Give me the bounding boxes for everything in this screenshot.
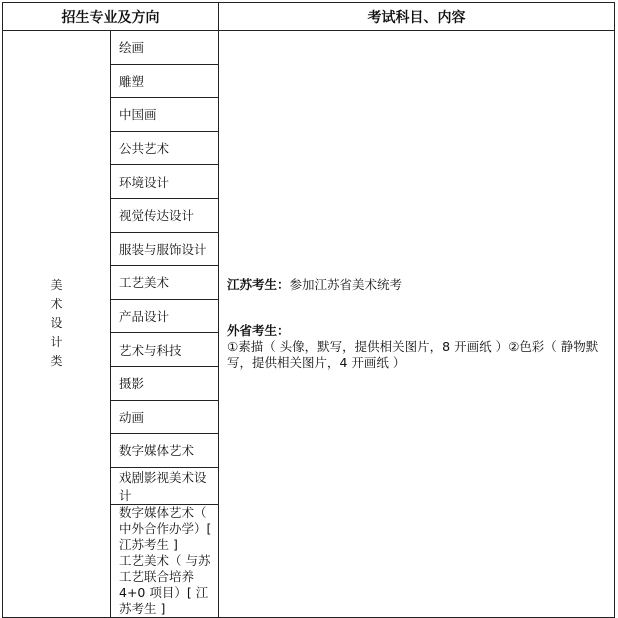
major-cell: 动画 <box>111 400 219 434</box>
major-cell: 公共艺术 <box>111 131 219 165</box>
major-cell: 数字媒体艺术 <box>111 434 219 468</box>
major-cell: 工艺美术 <box>111 266 219 300</box>
major-line: 数字媒体艺术（ 中外合作办学）[ 江苏考生 ] <box>119 504 212 552</box>
major-cell: 绘画 <box>111 31 219 65</box>
exam-cell <box>219 31 615 618</box>
major-cell: 摄影 <box>111 366 219 400</box>
major-cell: 环境设计 <box>111 165 219 199</box>
header-major: 招生专业及方向 <box>3 3 219 31</box>
major-cell-multi <box>111 504 219 617</box>
jiangsu-line <box>227 277 606 293</box>
header-row <box>3 3 615 31</box>
other-sep: ： <box>277 322 290 338</box>
major-cell: 艺术与科技 <box>111 333 219 367</box>
major-cell: 雕塑 <box>111 64 219 98</box>
other-line <box>227 323 606 339</box>
other-text: ①素描（ 头像，默写，提供相关图片，8 开画纸 ）②色彩（ 静物默写，提供相关图片，4 开画纸 ） <box>227 338 599 370</box>
jiangsu-text: 参加江苏省美术统考 <box>289 276 403 292</box>
major-cell: 服装与服饰设计 <box>111 232 219 266</box>
jiangsu-label: 江苏考生 <box>227 276 278 292</box>
header-exam: 考试科目、内容 <box>219 3 615 31</box>
table-row <box>3 31 615 65</box>
jiangsu-sep: ： <box>277 276 290 292</box>
other-label: 外省考生 <box>227 322 278 338</box>
admissions-table <box>2 2 615 618</box>
major-cell: 中国画 <box>111 98 219 132</box>
major-line: 工艺美术（ 与苏工艺联合培养 4+0 项目）[ 江苏考生 ] <box>119 552 211 616</box>
category-label: 美术设计类 <box>50 278 63 369</box>
major-cell: 产品设计 <box>111 299 219 333</box>
major-cell: 戏剧影视美术设计 <box>111 467 219 504</box>
category-cell <box>3 31 111 618</box>
major-cell: 视觉传达设计 <box>111 198 219 232</box>
